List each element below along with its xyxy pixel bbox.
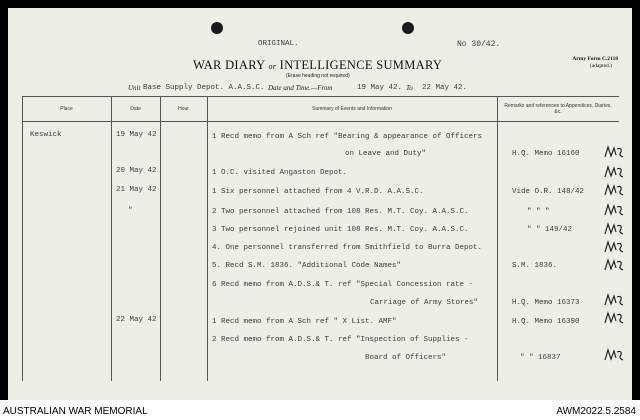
date-from: 19 May 42. — [357, 84, 403, 92]
entry-summary: 1 Recd memo from A Sch ref " X List. AMF" — [212, 318, 397, 326]
entry-summary: 3 Two personnel rejoined unit 108 Res. M.T. Coy. A.A.S.C. — [212, 226, 469, 234]
entry-remarks: S.M. 1836. — [512, 262, 558, 270]
to-label: To — [406, 84, 413, 92]
initials-signature — [602, 165, 626, 179]
col-header-remarks: Remarks and references to Appendices, Diaries, &c. — [504, 103, 612, 115]
entry-summary: on Leave and Duty" — [345, 150, 427, 158]
original-stamp: ORIGINAL. — [258, 40, 299, 48]
page-title — [193, 58, 442, 73]
entry-place: Keswick — [30, 131, 62, 139]
entry-remarks: Vide O.R. 148/42 — [512, 188, 585, 196]
title-or: or — [268, 62, 277, 71]
initials-signature — [602, 222, 626, 236]
punch-hole-left — [211, 22, 223, 34]
title-intelligence-summary: INTELLIGENCE SUMMARY — [279, 58, 443, 72]
initials-signature — [602, 258, 626, 272]
initials-signature — [602, 240, 626, 254]
entry-remarks: " " " — [527, 208, 550, 216]
entry-summary: 5. Recd S.M. 1836. "Additional Code Names" — [212, 262, 402, 270]
entry-summary: 1 O.C. visited Angaston Depot. — [212, 169, 348, 177]
col-header-place: Place — [60, 106, 73, 112]
unit-label: Unit — [128, 84, 141, 92]
entry-date: 20 May 42 — [116, 167, 157, 175]
title-war-diary: WAR DIARY — [193, 58, 266, 72]
entry-date: 19 May 42 — [116, 131, 157, 139]
entry-remarks: " " 16837 — [520, 354, 561, 362]
date-to: 22 May 42. — [422, 84, 468, 92]
entry-date: 21 May 42 — [116, 186, 157, 194]
col-rule-0 — [22, 96, 23, 381]
entry-summary: 1 Six personnel attached from 4 V.R.D. A.A.S.C. — [212, 188, 424, 196]
diary-number: No 30/42. — [457, 40, 501, 49]
col-rule-3 — [207, 96, 208, 381]
initials-signature — [602, 145, 626, 159]
entry-remarks: " " 149/42 — [527, 226, 573, 234]
entry-remarks: H.Q. Memo 16373 — [512, 299, 580, 307]
erase-note: (Erase heading not required) — [286, 73, 350, 79]
col-rule-2 — [160, 96, 161, 381]
initials-signature — [602, 311, 626, 325]
entry-summary: Carriage of Army Stores" — [370, 299, 479, 307]
col-header-summary: Summary of Events and Information — [312, 106, 392, 112]
form-adapted: (adapted.) — [589, 63, 612, 69]
col-header-hour: Hour — [178, 106, 189, 112]
entry-date: 22 May 42 — [116, 316, 157, 324]
col-rule-4 — [497, 96, 498, 381]
punch-hole-right — [402, 22, 414, 34]
entry-summary: 1 Recd memo from A Sch ref "Bearing & appearance of Officers — [212, 133, 483, 141]
col-header-date: Date — [130, 106, 141, 112]
initials-signature — [602, 293, 626, 307]
footer-institution: AUSTRALIAN WAR MEMORIAL — [3, 406, 148, 417]
initials-signature — [602, 183, 626, 197]
initials-signature — [602, 348, 626, 362]
initials-signature — [602, 203, 626, 217]
date-time-label: Date and Time.—From — [268, 84, 333, 92]
entry-remarks: H.Q. Memo 16160 — [512, 150, 580, 158]
entry-summary: 4. One personnel transferred from Smithfield to Burra Depot. — [212, 244, 483, 252]
entry-summary: 6 Recd memo from A.D.S.& T. ref "Special Concession rate - — [212, 281, 474, 289]
entry-remarks: H.Q. Memo 16390 — [512, 318, 580, 326]
entry-summary: Board of Officers" — [365, 354, 447, 362]
col-rule-1 — [111, 96, 112, 381]
entry-date-ditto: " — [128, 207, 133, 215]
entry-summary: 2 Recd memo from A.D.S.& T. ref "Inspection of Supplies - — [212, 336, 469, 344]
footer-accession-number: AWM2022.5.2584 — [556, 406, 636, 417]
unit-value: Base Supply Depot. A.A.S.C. — [143, 84, 265, 92]
form-number: Army Form C.2118 — [572, 56, 618, 62]
entry-summary: 2 Two personnel attached from 108 Res. M.T. Coy. A.A.S.C. — [212, 208, 469, 216]
